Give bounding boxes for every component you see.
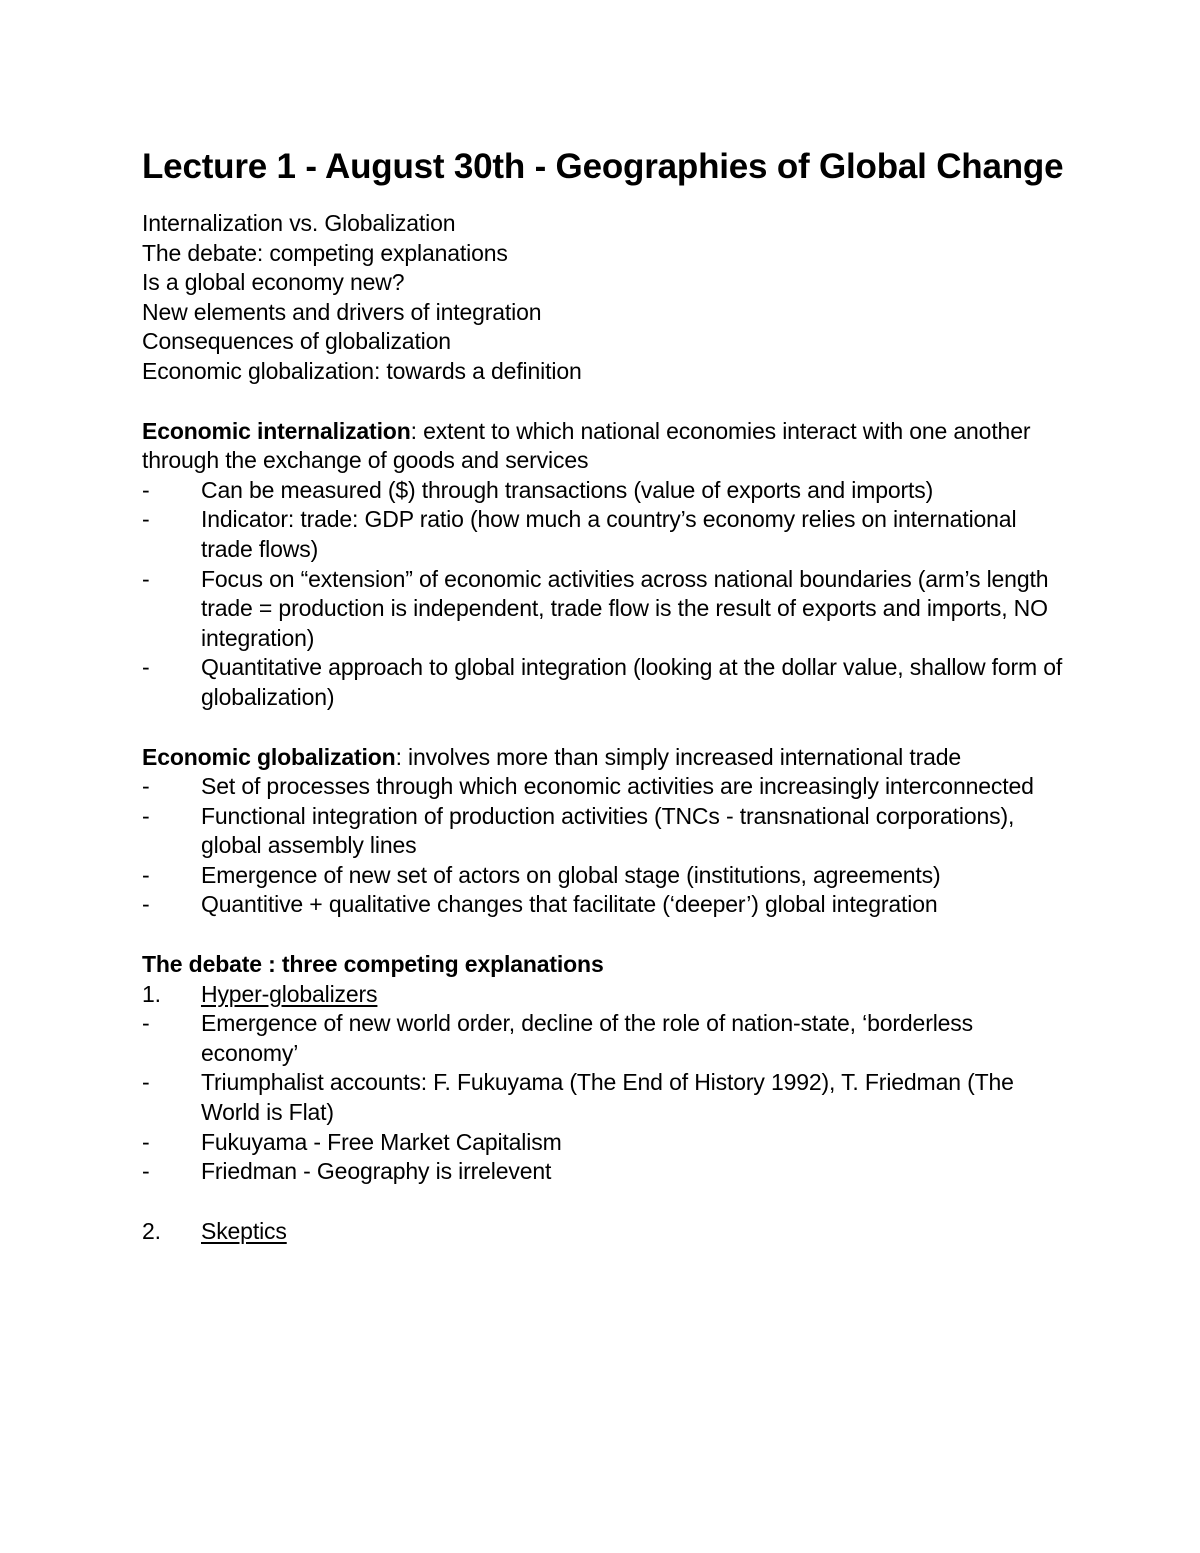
bullet-marker: - — [142, 861, 150, 888]
outline-item: The debate: competing explanations — [142, 239, 508, 266]
bullet-marker: - — [142, 1128, 150, 1155]
internalization-section — [142, 417, 1072, 713]
globalization-section — [142, 743, 1072, 921]
bullet-text: Can be measured ($) through transactions (value of exports and imports) — [201, 476, 934, 503]
bullet-text: Indicator: trade: GDP ratio (how much a country’s economy relies on international trade flows) — [201, 506, 1017, 562]
bullet-marker: - — [142, 802, 150, 829]
globalization-definition — [142, 743, 1072, 773]
bullet-item — [142, 653, 1072, 712]
bullet-item — [142, 1128, 1072, 1158]
bullet-item — [142, 1157, 1072, 1187]
bullet-item — [142, 802, 1072, 861]
bullet-text: Set of processes through which economic activities are increasingly interconnected — [201, 773, 1034, 800]
bullet-text: Functional integration of production activities (TNCs - transnational corporations), global assembly lines — [201, 802, 1015, 859]
bullet-marker: - — [142, 773, 150, 800]
item-number: 1. — [142, 980, 161, 1007]
bullet-marker: - — [142, 654, 150, 681]
bullet-marker: - — [142, 565, 150, 592]
outline-list — [142, 209, 1072, 387]
outline-item: Is a global economy new? — [142, 269, 405, 296]
bullet-item — [142, 861, 1072, 891]
bullet-item — [142, 1009, 1072, 1068]
numbered-item-hyper-globalizers — [142, 980, 1072, 1010]
outline-item: New elements and drivers of integration — [142, 298, 542, 325]
bullet-marker: - — [142, 1158, 150, 1185]
outline-item: Economic globalization: towards a definition — [142, 357, 582, 384]
internalization-bullets — [142, 476, 1072, 713]
debate-list — [142, 980, 1072, 1247]
bullet-item — [142, 505, 1072, 564]
numbered-item-skeptics — [142, 1217, 1072, 1247]
internalization-definition — [142, 417, 1072, 476]
debate-section — [142, 950, 1072, 1246]
internalization-term: Economic internalization — [142, 417, 411, 444]
bullet-item — [142, 565, 1072, 654]
bullet-marker: - — [142, 891, 150, 918]
document-page — [142, 143, 1072, 1246]
skeptics-label: Skeptics — [201, 1217, 287, 1244]
bullet-item — [142, 1068, 1072, 1127]
document-body — [142, 209, 1072, 1246]
bullet-text: Emergence of new set of actors on global stage (institutions, agreements) — [201, 861, 941, 888]
bullet-text: Focus on “extension” of economic activities across national boundaries (arm’s length trade = production is independent, trade flow is the result of exports and imports, NO integration) — [201, 565, 1049, 651]
bullet-text: Emergence of new world order, decline of the role of nation-state, ‘borderless economy’ — [201, 1010, 974, 1066]
bullet-item — [142, 772, 1072, 802]
lecture-title: Lecture 1 - August 30th - Geographies of Global Change — [142, 147, 1064, 186]
bullet-text: Triumphalist accounts: F. Fukuyama (The End of History 1992), T. Friedman (The World is Flat) — [201, 1069, 1014, 1126]
debate-heading: The debate : three competing explanations — [142, 951, 604, 978]
item-number: 2. — [142, 1217, 161, 1244]
bullet-text: Quantitive + qualitative changes that facilitate (‘deeper’) global integration — [201, 891, 938, 918]
bullet-marker: - — [142, 506, 150, 533]
bullet-text: Quantitative approach to global integration (looking at the dollar value, shallow form of globalization) — [201, 654, 1063, 710]
globalization-definition-text: : involves more than simply increased international trade — [395, 743, 962, 770]
bullet-item — [142, 890, 1072, 920]
internalization-definition-text: : extent to which national economies interact with one another through the exchange of goods and services — [142, 417, 1031, 474]
outline-item: Consequences of globalization — [142, 328, 451, 355]
globalization-term: Economic globalization — [142, 743, 396, 770]
bullet-text: Friedman - Geography is irrelevent — [201, 1158, 552, 1185]
bullet-marker: - — [142, 476, 150, 503]
bullet-marker: - — [142, 1069, 150, 1096]
globalization-bullets — [142, 772, 1072, 920]
bullet-item — [142, 476, 1072, 506]
hyper-globalizers-label: Hyper-globalizers — [201, 980, 378, 1007]
bullet-marker: - — [142, 1010, 150, 1037]
outline-item: Internalization vs. Globalization — [142, 210, 456, 236]
bullet-text: Fukuyama - Free Market Capitalism — [201, 1128, 562, 1155]
